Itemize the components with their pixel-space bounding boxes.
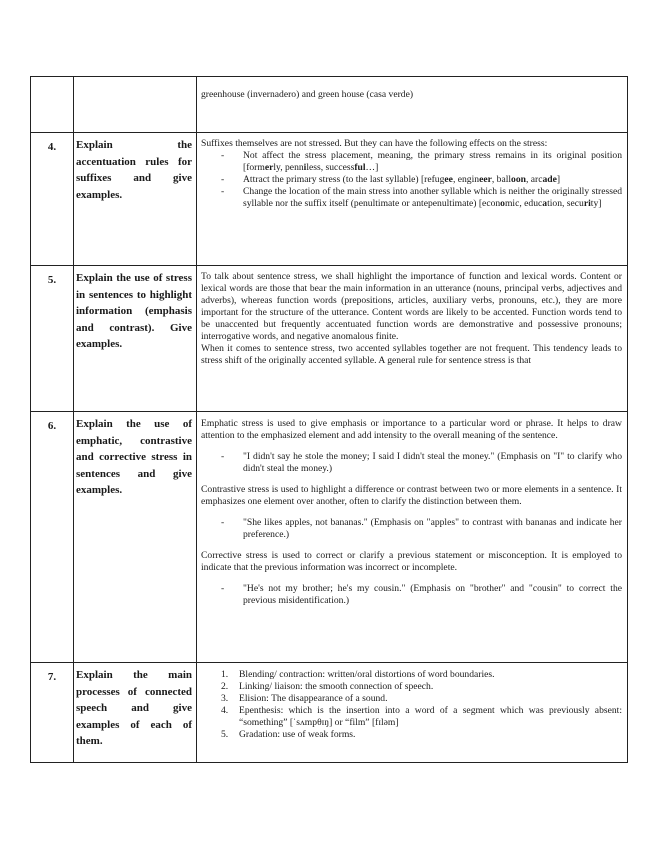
question-cell <box>74 133 197 266</box>
list-number: 2. <box>221 681 229 692</box>
list-number: 3. <box>221 693 229 704</box>
row-number-cell <box>31 663 74 763</box>
text-span: …] <box>365 162 379 173</box>
answer-cell <box>197 266 628 412</box>
stressed-syllable: i <box>303 162 307 173</box>
row-number: 4. <box>47 141 57 153</box>
list-text: Epenthesis: which is the insertion into a word of a segment which was previously absent: “something” [ˈsʌmpθɪŋ] or “film” [fɪləm] <box>239 705 622 728</box>
answer-paragraph: Contrastive stress is used to highlight a difference or contrast between two or more elements in a sentence. It emphasizes one element over another, often to clarify the distinction between them. <box>201 484 622 507</box>
stressed-syllable: ful <box>354 162 366 173</box>
table-row <box>31 412 628 663</box>
example-list <box>201 451 622 475</box>
question-text: Explain the use of emphatic, contrastive and corrective stress in sentences and give examples. <box>76 418 192 496</box>
question-cell <box>74 77 197 133</box>
list-item <box>201 669 622 681</box>
suffix-effects-list <box>201 150 622 210</box>
list-text: Gradation: use of weak forms. <box>239 729 356 740</box>
qa-table <box>30 76 628 763</box>
dash-bullet: - <box>221 150 225 161</box>
row-number-cell <box>31 77 74 133</box>
text-span: ty] <box>590 198 602 209</box>
list-text: Elision: The disappearance of a sound. <box>239 693 388 704</box>
row-number: 7. <box>47 671 57 683</box>
row-number-cell <box>31 412 74 663</box>
row-number-cell <box>31 266 74 412</box>
text-span: Attract the primary stress (to the last syllable) [refug <box>243 174 445 185</box>
stressed-syllable: er <box>264 162 274 173</box>
list-item <box>201 681 622 693</box>
stressed-syllable: ee <box>444 174 453 185</box>
answer-intro: Suffixes themselves are not stressed. But they can have the following effects on the stress: <box>201 138 548 149</box>
list-text: Blending/ contraction: written/oral distortions of word boundaries. <box>239 669 495 680</box>
text-span: Not affect the stress placement, meaning, the primary stress remains in its original position [form <box>243 150 622 173</box>
text-span: ] <box>556 174 561 185</box>
stressed-syllable: ade <box>542 174 557 185</box>
text-span: , arc <box>525 174 543 185</box>
question-text: Explain the accentuation rules for suffixes and give examples. <box>76 139 192 201</box>
table-row <box>31 266 628 412</box>
dash-bullet: - <box>221 517 225 528</box>
example-text: "He's not my brother; he's my cousin." (Emphasis on "brother" and "cousin" to correct the previous misidentification.) <box>243 583 622 606</box>
example-list <box>201 583 622 607</box>
stressed-syllable: ri <box>583 198 591 209</box>
dash-bullet: - <box>221 451 225 462</box>
table-row <box>31 663 628 763</box>
question-text <box>74 77 196 81</box>
list-item <box>201 705 622 729</box>
row-number: 5. <box>47 274 57 286</box>
answer-paragraph: To talk about sentence stress, we shall highlight the importance of function and lexical words. Content or lexical words are those that bear the main information in an utterance (nouns, principal verbs, adjectives and adverbs), whereas function words (prepositions, articles, auxiliary verbs, pronouns, etc.), they are more important for the structure of the utterance. Content words are likely to be accented. Function words tend to be unaccented but frequently accentuated function words are demonstrative and possessive pronouns; interrogative words, and negative anomalous finite. <box>201 271 622 342</box>
list-item <box>201 451 622 475</box>
question-cell <box>74 663 197 763</box>
stressed-syllable: o <box>500 198 505 209</box>
row-number-cell <box>31 133 74 266</box>
answer-text: greenhouse (invernadero) and green house (casa verde) <box>201 89 414 100</box>
answer-paragraph: Corrective stress is used to correct or clarify a previous statement or misconception. It is employed to indicate that the previous information was incorrect or incomplete. <box>201 550 622 573</box>
example-list <box>201 517 622 541</box>
dash-bullet: - <box>221 583 225 594</box>
list-item <box>201 150 622 174</box>
stressed-syllable: a <box>542 198 548 209</box>
list-item <box>201 517 622 541</box>
dash-bullet: - <box>221 174 225 185</box>
answer-cell <box>197 133 628 266</box>
question-text: Explain the main processes of connected speech and give examples of each of them. <box>76 669 192 747</box>
row-number: 6. <box>47 420 57 432</box>
text-span: tion, secu <box>547 198 584 209</box>
list-item <box>201 583 622 607</box>
list-item <box>201 693 622 705</box>
list-number: 1. <box>221 669 229 680</box>
row-number <box>31 77 73 85</box>
stressed-syllable: eer <box>479 174 492 185</box>
list-item <box>201 174 622 186</box>
text-span: , engin <box>452 174 480 185</box>
text-span: Change the location of the main stress into another syllable which is neither the originally stressed syllable nor the suffix itself (penultimate or antepenultimate) [econ <box>243 186 622 209</box>
text-span: , ball <box>491 174 512 185</box>
example-text: "I didn't say he stole the money; I said I didn't steal the money." (Emphasis on "I" to clarify who didn't steal the money.) <box>243 451 622 474</box>
table-row <box>31 77 628 133</box>
list-number: 4. <box>221 705 229 716</box>
answer-paragraph: When it comes to sentence stress, two accented syllables together are not frequent. This tendency leads to stress shift of the originally accented syllable. A general rule for sentence stress is that <box>201 343 622 366</box>
process-list <box>201 669 622 741</box>
answer-paragraph: Emphatic stress is used to give emphasis or importance to a particular word or phrase. It helps to draw attention to the emphasized element and add intensity to the overall meaning of the sentence. <box>201 418 622 441</box>
answer-cell <box>197 663 628 763</box>
question-text: Explain the use of stress in sentences to highlight information (emphasis and contrast). Give examples. <box>76 272 192 350</box>
list-text: Linking/ liaison: the smooth connection of speech. <box>239 681 434 692</box>
question-cell <box>74 412 197 663</box>
table-row <box>31 133 628 266</box>
text-span: less, success <box>306 162 355 173</box>
text-span: ly, penn <box>273 162 304 173</box>
list-item <box>201 729 622 741</box>
question-cell <box>74 266 197 412</box>
example-text: "She likes apples, not bananas." (Emphasis on "apples" to contrast with bananas and indicate her preference.) <box>243 517 622 540</box>
dash-bullet: - <box>221 186 225 197</box>
list-number: 5. <box>221 729 229 740</box>
stressed-syllable: oon <box>511 174 526 185</box>
text-span: mic, educ <box>504 198 543 209</box>
answer-cell <box>197 77 628 133</box>
answer-cell <box>197 412 628 663</box>
list-item <box>201 186 622 210</box>
